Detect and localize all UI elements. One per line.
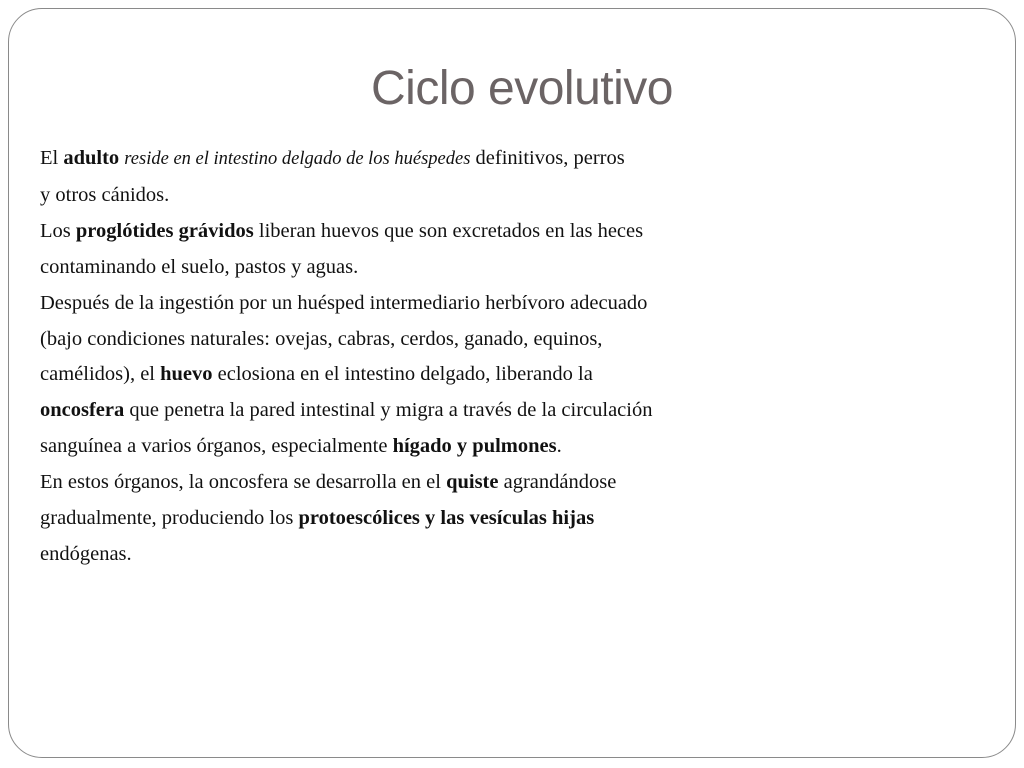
slide-body-text	[40, 141, 860, 573]
italic-phrase: reside en el intestino delgado de los huéspedes	[124, 149, 471, 169]
text-segment: El	[40, 147, 64, 169]
bold-term: quiste	[446, 471, 499, 494]
text-segment: y otros cánidos.	[40, 183, 170, 206]
text-segment: eclosiona en el intestino delgado, liberando la	[212, 363, 593, 386]
text-line	[40, 393, 860, 429]
text-segment: Los	[40, 219, 76, 242]
bold-term: hígado y pulmones	[392, 435, 557, 458]
text-segment: En estos órganos, la oncosfera se desarrolla en el	[40, 471, 447, 494]
slide-title: Ciclo evolutivo	[371, 62, 673, 115]
text-segment: (bajo condiciones naturales: ovejas, cabras, cerdos, ganado, equinos,	[40, 327, 603, 350]
bold-term: huevo	[160, 363, 213, 386]
text-line	[40, 357, 860, 393]
text-segment: sanguínea a varios órganos, especialmente	[40, 435, 393, 458]
text-segment: agrandándose	[498, 471, 617, 494]
text-line	[40, 501, 860, 537]
text-line	[40, 178, 860, 214]
text-segment: gradualmente, produciendo los	[40, 507, 299, 530]
text-segment: que penetra la pared intestinal y migra a través de la circulación	[124, 399, 653, 422]
text-segment: camélidos), el	[40, 363, 161, 386]
text-line	[40, 429, 860, 465]
text-line	[40, 322, 860, 358]
slide-frame	[8, 8, 1016, 758]
text-line	[40, 465, 860, 501]
text-segment: contaminando el suelo, pastos y aguas.	[40, 255, 359, 278]
bold-term: adulto	[63, 147, 120, 169]
text-segment: liberan huevos que son excretados en las heces	[253, 219, 644, 242]
text-segment: .	[556, 435, 562, 458]
text-line	[40, 286, 860, 322]
text-line	[40, 141, 860, 178]
text-line	[40, 537, 860, 573]
bold-term: protoescólices y las vesículas hijas	[298, 507, 595, 530]
text-segment: endógenas.	[40, 542, 132, 565]
bold-term: oncosfera	[40, 399, 125, 422]
text-segment: definitivos, perros	[470, 147, 625, 169]
text-segment: Después de la ingestión por un huésped intermediario herbívoro adecuado	[40, 291, 648, 314]
text-line	[40, 214, 860, 250]
bold-term: proglótides grávidos	[75, 219, 254, 242]
text-line	[40, 250, 860, 286]
